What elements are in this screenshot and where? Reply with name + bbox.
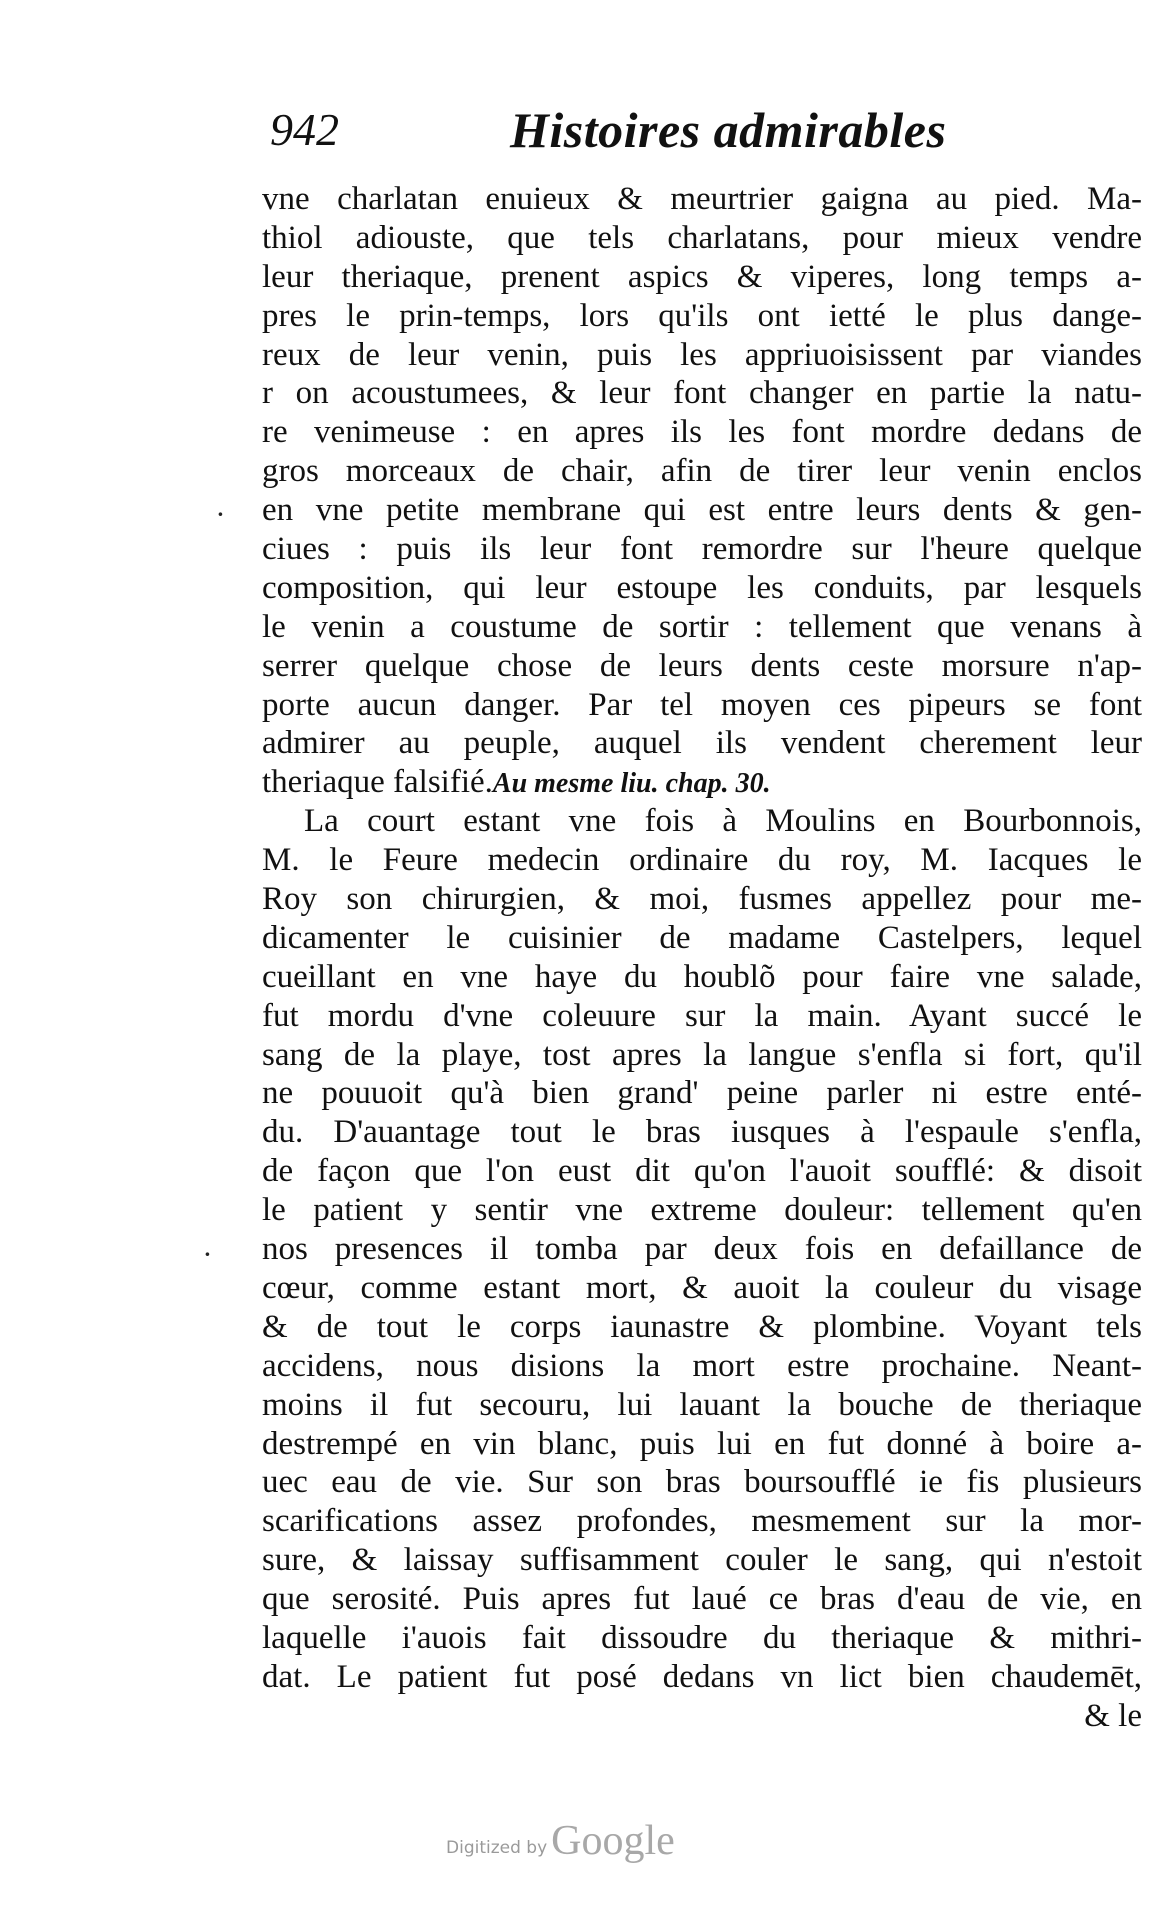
text-line: composition, qui leur estoupe les conduits, par lesquels <box>262 569 1142 606</box>
margin-mark: · <box>203 1238 212 1271</box>
page-header <box>270 100 1130 160</box>
text-line: pres le prin-temps, lors qu'ils ont ietté le plus dange- <box>262 297 1142 334</box>
text-line: le venin a coustume de sortir : tellement que venans à <box>262 608 1142 645</box>
text-line: dat. Le patient fut posé dedans vn lict bien chaudemēt, <box>262 1658 1142 1695</box>
body-text <box>262 180 1142 1736</box>
catchword: & le <box>1084 1697 1142 1734</box>
text-fragment: theriaque falsifié. <box>262 764 493 801</box>
text-line: en vne petite membrane qui est entre leurs dents & gen- <box>262 492 1142 529</box>
text-line: accidens, nous disions la mort estre prochaine. Neant- <box>262 1347 1142 1384</box>
text-line: thiol adiouste, que tels charlatans, pour mieux vendre <box>262 219 1142 256</box>
text-line: moins il fut secouru, lui lauant la bouche de theriaque <box>262 1386 1142 1423</box>
text-line: laquelle i'auois fait dissoudre du theriaque & mithri- <box>262 1619 1142 1656</box>
text-line: leur theriaque, prenent aspics & viperes, long temps a- <box>262 258 1142 295</box>
text-line: dicamenter le cuisinier de madame Castelpers, lequel <box>262 919 1142 956</box>
text-line: sang de la playe, tost apres la langue s'enfla si fort, qu'il <box>262 1036 1142 1073</box>
margin-mark: · <box>216 498 225 531</box>
text-line: sure, & laissay suffisamment couler le sang, qui n'estoit <box>262 1542 1142 1579</box>
text-line: La court estant vne fois à Moulins en Bourbonnois, <box>304 803 1142 840</box>
text-line: nos presences il tomba par deux fois en defaillance de <box>262 1231 1142 1268</box>
text-line: re venimeuse : en apres ils les font mordre dedans de <box>262 414 1142 451</box>
text-line: destrempé en vin blanc, puis lui en fut donné à boire a- <box>262 1425 1142 1462</box>
text-line: r on acoustumees, & leur font changer en partie la natu- <box>262 375 1142 412</box>
text-line: de façon que l'on eust dit qu'on l'auoit soufflé: & disoit <box>262 1153 1142 1190</box>
text-line: vne charlatan enuieux & meurtrier gaigna au pied. Ma- <box>262 181 1142 217</box>
text-line <box>262 763 1142 802</box>
text-line: du. D'auantage tout le bras iusques à l'espaule s'enfla, <box>262 1114 1142 1151</box>
running-title: Histoires admirables <box>510 102 947 158</box>
text-line: le patient y sentir vne extreme douleur: tellement qu'en <box>262 1192 1142 1229</box>
text-line: porte aucun danger. Par tel moyen ces pipeurs se font <box>262 686 1142 723</box>
text-line: reux de leur venin, puis les appriuoisissent par viandes <box>262 336 1142 373</box>
digitized-watermark <box>446 1812 675 1862</box>
text-line: gros morceaux de chair, afin de tirer leur venin enclos <box>262 453 1142 490</box>
text-line: uec eau de vie. Sur son bras boursoufflé ie fis plusieurs <box>262 1464 1142 1501</box>
text-line: cœur, comme estant mort, & auoit la couleur du visage <box>262 1269 1142 1306</box>
source-reference: Au mesme liu. chap. 30. <box>492 768 771 800</box>
text-line: & de tout le corps iaunastre & plombine. Voyant tels <box>262 1308 1142 1345</box>
text-line: cueillant en vne haye du houblõ pour faire vne salade, <box>262 958 1142 995</box>
digitized-label: Digitized by <box>446 1838 548 1858</box>
text-line: ciues : puis ils leur font remordre sur l'heure quelque <box>262 531 1142 568</box>
google-logo: Google <box>551 1818 675 1864</box>
text-line: Roy son chirurgien, & moi, fusmes appellez pour me- <box>262 881 1142 918</box>
text-line: M. le Feure medecin ordinaire du roy, M. Iacques le <box>262 842 1142 879</box>
text-line: serrer quelque chose de leurs dents ceste morsure n'ap- <box>262 647 1142 684</box>
text-line: fut mordu d'vne coleuure sur la main. Ayant succé le <box>262 997 1142 1034</box>
text-line: scarifications assez profondes, mesmement sur la mor- <box>262 1503 1142 1540</box>
text-line: ne pouuoit qu'à bien grand' peine parler ni estre enté- <box>262 1075 1142 1112</box>
page-number: 942 <box>270 104 339 155</box>
text-line: admirer au peuple, auquel ils vendent cherement leur <box>262 725 1142 762</box>
text-line: que serosité. Puis apres fut laué ce bras d'eau de vie, en <box>262 1581 1142 1618</box>
